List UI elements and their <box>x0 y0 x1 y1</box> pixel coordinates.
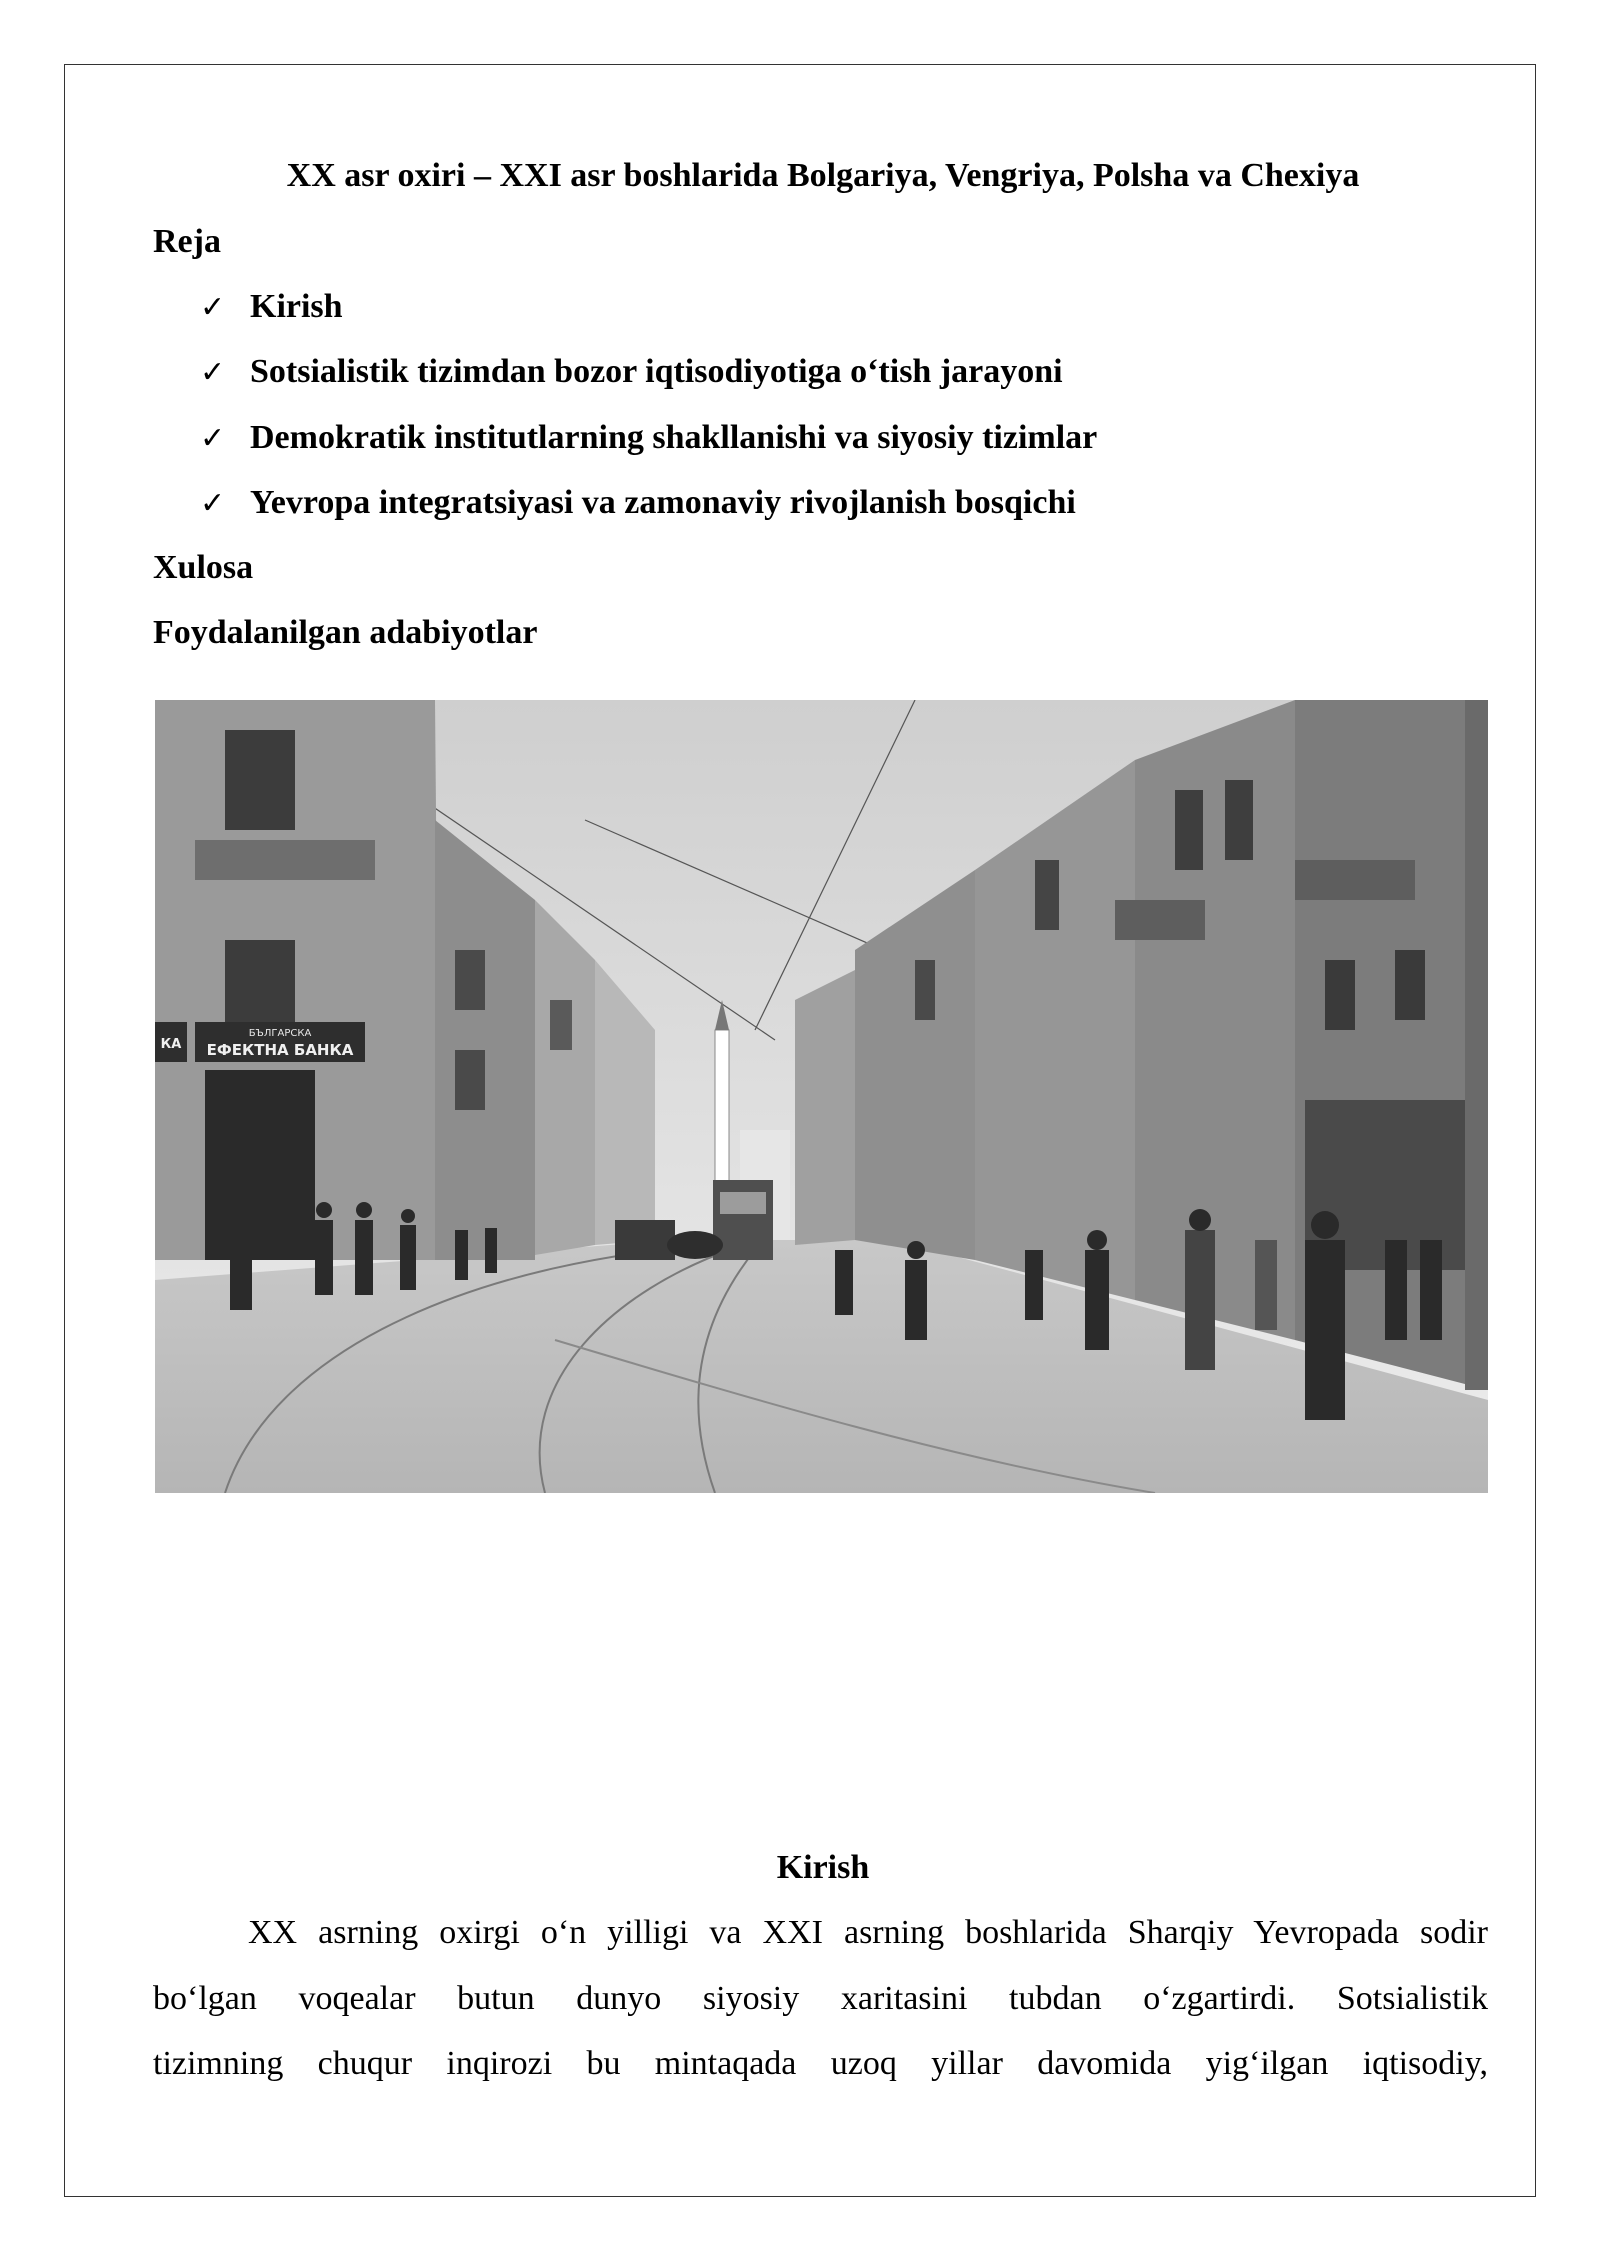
historic-street-photo <box>155 700 1488 1493</box>
pedestrian <box>1025 1250 1043 1320</box>
window <box>455 1050 485 1110</box>
introduction-heading: Kirish <box>776 1849 870 1886</box>
pedestrian <box>400 1225 416 1290</box>
pedestrian <box>1185 1230 1215 1370</box>
bank-sign-bottom-text: ЕФЕКТНА БАНКА <box>206 1041 354 1059</box>
pedestrian <box>1085 1250 1109 1350</box>
pedestrian <box>230 1230 252 1310</box>
intro-paragraph-line: bo‘lgan voqealar butun dunyo siyosiy xaritasini tubdan o‘zgartirdi. Sotsialistik <box>153 1980 1488 2017</box>
window <box>225 730 295 830</box>
window <box>915 960 935 1020</box>
carriage <box>615 1220 675 1260</box>
plan-item-democratic-institutions <box>200 418 1097 459</box>
pedestrian-head <box>1189 1209 1211 1231</box>
pedestrian-head <box>356 1202 372 1218</box>
plan-item-introduction <box>200 287 343 328</box>
references-heading: Foydalanilgan adabiyotlar <box>153 614 538 651</box>
window <box>550 1000 572 1050</box>
intro-paragraph-line: tizimning chuqur inqirozi bu mintaqada uzoq yillar davomida yig‘ilgan iqtisodiy, <box>153 2045 1488 2082</box>
window <box>455 950 485 1010</box>
soldier <box>1305 1240 1345 1420</box>
street-photo-illustration <box>155 700 1488 1493</box>
balcony <box>1115 900 1205 940</box>
horse <box>667 1231 723 1259</box>
soldier-head <box>1311 1211 1339 1239</box>
intro-paragraph-line: XX asrning oxirgi o‘n yilligi va XXI asrning boshlarida Sharqiy Yevropada sodir <box>248 1914 1488 1951</box>
pedestrian <box>315 1220 333 1295</box>
pedestrian <box>905 1260 927 1340</box>
pedestrian-head <box>907 1241 925 1259</box>
shop-entrance <box>205 1070 315 1260</box>
conclusion-heading: Xulosa <box>153 549 254 586</box>
balcony <box>1295 860 1415 900</box>
tram-window <box>720 1192 766 1214</box>
window <box>1175 790 1203 870</box>
plan-item-label: Demokratik institutlarning shakllanishi va siyosiy tizimlar <box>250 419 1098 456</box>
plan-heading: Reja <box>153 223 221 260</box>
plan-item-label: Kirish <box>250 288 343 325</box>
plan-item-market-transition <box>200 352 1063 393</box>
pedestrian <box>1385 1240 1407 1340</box>
window <box>1225 780 1253 860</box>
bank-sign-side-text: КА <box>160 1037 182 1052</box>
document-title: XX asr oxiri – XXI asr boshlarida Bolgariya, Vengriya, Polsha va Chexiya <box>286 157 1360 194</box>
plan-item-label: Sotsialistik tizimdan bozor iqtisodiyotiga o‘tish jarayoni <box>250 353 1063 390</box>
pedestrian-head <box>232 1211 250 1229</box>
pedestrian-head <box>316 1202 332 1218</box>
pedestrian-head <box>401 1209 415 1223</box>
plan-item-label: Yevropa integratsiyasi va zamonaviy rivojlanish bosqichi <box>250 484 1076 521</box>
window <box>1325 960 1355 1030</box>
pedestrian <box>835 1250 853 1315</box>
street-pole <box>1465 700 1488 1390</box>
pedestrian <box>1255 1240 1277 1330</box>
check-mark-icon: ✓ <box>200 421 226 456</box>
plan-item-european-integration <box>200 483 1076 524</box>
check-mark-icon: ✓ <box>200 290 226 325</box>
right-building <box>795 970 855 1245</box>
left-building <box>535 900 595 1255</box>
pedestrian <box>485 1228 497 1273</box>
bank-sign-top-text: БЪЛГАРСКА <box>248 1028 312 1039</box>
pedestrian <box>355 1220 373 1295</box>
check-mark-icon: ✓ <box>200 355 226 390</box>
pedestrian <box>1420 1240 1442 1340</box>
window <box>1395 950 1425 1020</box>
check-mark-icon: ✓ <box>200 486 226 521</box>
window <box>1035 860 1059 930</box>
pedestrian-head <box>1087 1230 1107 1250</box>
balcony <box>195 840 375 880</box>
pedestrian <box>455 1230 468 1280</box>
window <box>225 940 295 1030</box>
